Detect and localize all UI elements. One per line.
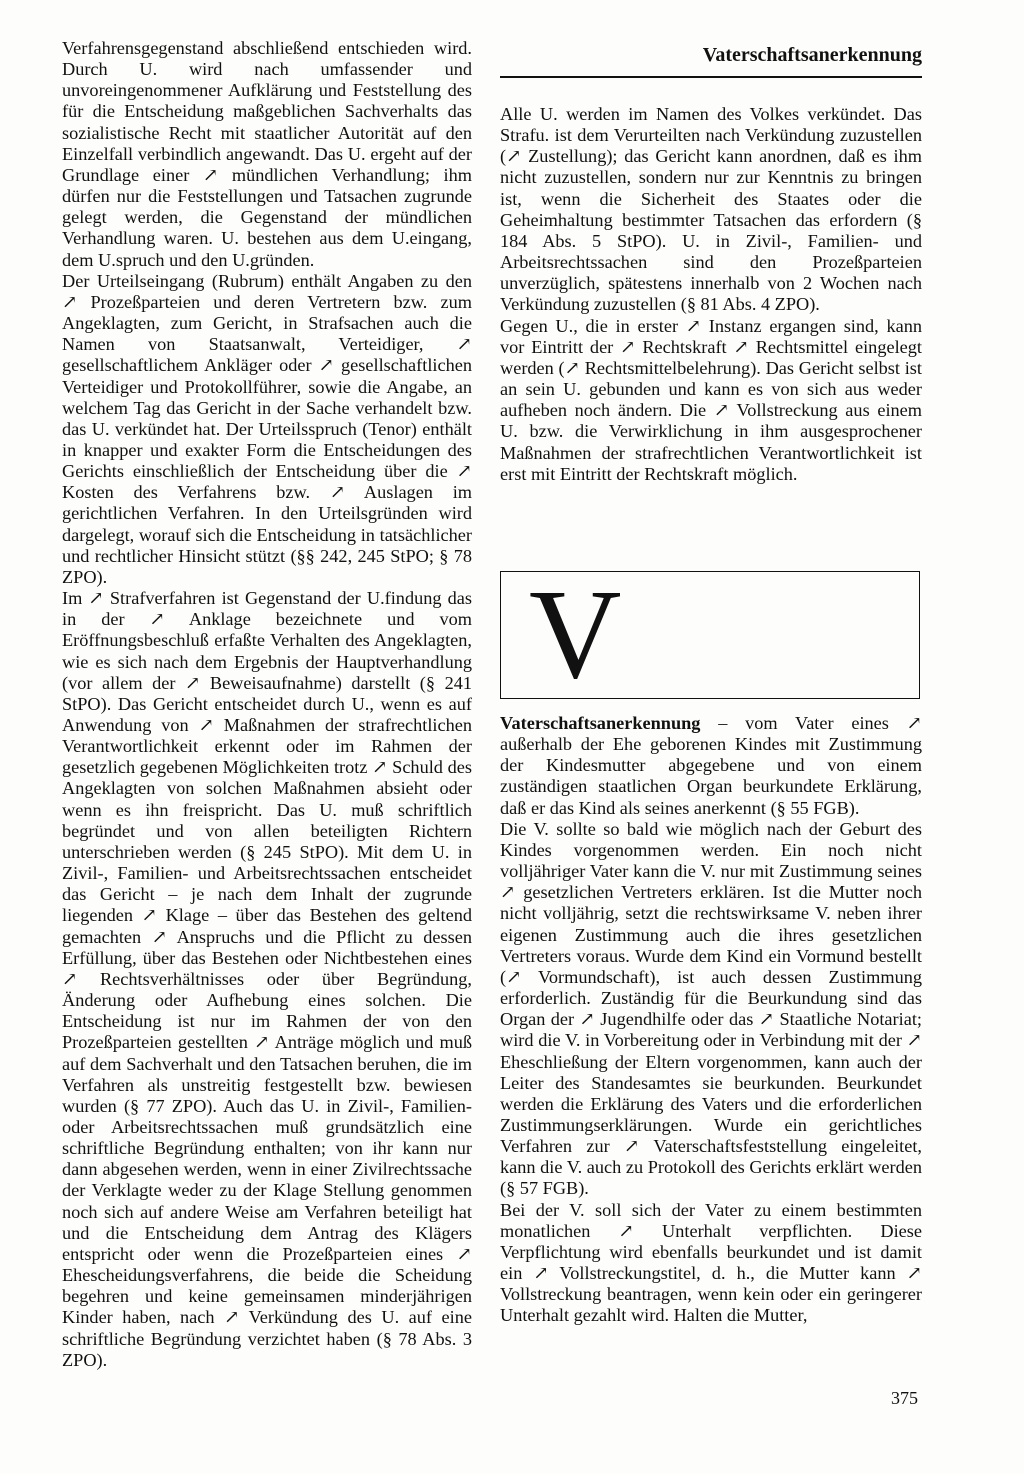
- section-letter: V: [529, 563, 622, 705]
- entry-term: Vaterschaftsanerkennung: [500, 713, 701, 733]
- paragraph: Der Urteilseingang (Rubrum) enthält Angaben zu den ↗ Prozeßparteien und deren Vertretern bzw. zum Angeklagten, zum Gericht, in Strafsachen auch die Namen von Staatsanwalt, Verteidiger, ↗ gesellschaftlichem Ankläger oder ↗ gesellschaftlichen Verteidiger und Protokollführer, sowie die Angabe, an welchem Tag das Gericht in der Sache verhandelt bzw. das U. verkündet hat. Der Urteilsspruch (Tenor) enthält in knapper und exakter Form die Entscheidungen des Gerichts einschließlich der Entscheidung über die ↗ Kosten des Verfahrens bzw. ↗ Auslagen im gerichtlichen Verfahren. In den Urteilsgründen wird dargelegt, worauf sich die Entscheidung in tatsächlicher und rechtlicher Hinsicht stützt (§§ 242, 245 StPO; § 78 ZPO).: [62, 270, 472, 587]
- right-column: [500, 104, 922, 485]
- entry-column: [500, 713, 922, 1327]
- left-column: [62, 38, 472, 1371]
- paragraph: Im ↗ Strafverfahren ist Gegenstand der U.findung das in der ↗ Anklage bezeichnete und vom Eröffnungsbeschluß erfaßte Verhalten des Angeklagten, wie es sich nach dem Ergebnis der Hauptverhandlung (vor allem der ↗ Beweisaufnahme) darstellt (§ 241 StPO). Das Gericht entscheidet durch U., wenn es auf Anwendung von ↗ Maßnahmen der strafrechtlichen Verantwortlichkeit erkennt oder im Rahmen der gesetzlich gegebenen Möglichkeiten trotz ↗ Schuld des Angeklagten von solchen Maßnahmen absieht oder wenn es ihn freispricht. Das U. muß schriftlich begründet und von allen beteiligten Richtern unterschrieben werden (§ 245 StPO). Mit dem U. in Zivil-, Familien- und Arbeitsrechtssachen entscheidet das Gericht – je nach dem Inhalt der zugrunde liegenden ↗ Klage – über das Bestehen des geltend gemachten ↗ Anspruchs und die Pflicht zu dessen Erfüllung, über das Bestehen oder Nichtbestehen eines ↗ Rechtsverhältnisses oder über Begründung, Änderung oder Aufhebung eines solchen. Die Entscheidung ist nur im Rahmen der von den Prozeßparteien gestellten ↗ Anträge möglich und muß auf dem Sachverhalt und den Tatsachen beruhen, die im Verfahren als unstreitig festgestellt bzw. bewiesen wurden (§ 77 ZPO). Auch das U. in Zivil-, Familien- oder Arbeitsrechtssachen muß grundsätzlich eine schriftliche Begründung enthalten; von ihr kann nur dann abgesehen werden, wenn in einer Zivilrechtssache der Verklagte weder zu der Klage Stellung genommen noch sich auf andere Weise am Verfahren beteiligt hat und die Entscheidung dem Antrag des Klägers entspricht oder wenn die Prozeßparteien eines ↗ Ehescheidungsverfahrens, die beide die Scheidung begehren und keine gemeinsamen minderjährigen Kinder haben, nach ↗ Verkündung des U. auf eine schriftliche Begründung verzichtet haben (§ 78 Abs. 3 ZPO).: [62, 588, 472, 1370]
- paragraph: Die V. sollte so bald wie möglich nach der Geburt des Kindes vorgenommen werden. Ein noch nicht volljähriger Vater kann die V. nur mit Zustimmung seines ↗ gesetzlichen Vertreters erklären. Ist die Mutter noch nicht volljährig, setzt die rechtswirksame V. neben ihrer eigenen Zustimmung auch die ihres gesetzlichen Vertreters voraus. Wurde dem Kind ein Vormund bestellt (↗ Vormundschaft), ist auch dessen Zustimmung erforderlich. Zuständig für die Beurkundung sind das Organ der ↗ Jugendhilfe oder das ↗ Staatliche Notariat; wird die V. in Vorbereitung oder in Verbindung mit der ↗ Eheschließung der Eltern vorgenommen, kann auch der Leiter des Standesamtes sie beurkunden. Beurkundet werden die Erklärung des Vaters und die erforderlichen Zustimmungserklärungen. Wurde ein gerichtliches Verfahren zur ↗ Vaterschaftsfeststellung eingeleitet, kann die V. auch zu Protokoll des Gerichts erklärt werden (§ 57 FGB).: [500, 818, 922, 1199]
- paragraph: Alle U. werden im Namen des Volkes verkündet. Das Strafu. ist dem Verurteilten nach Verkündung zuzustellen (↗ Zustellung); das Gericht kann anordnen, daß es ihm nicht zuzustellen, sondern nur zur Kenntnis zu bringen ist, wenn die Sicherheit des Staates oder die Geheimhaltung bestimmter Tatsachen das erfordern (§ 184 Abs. 5 StPO). U. in Zivil-, Familien- und Arbeitsrechtssachen sind den Prozeßparteien unverzüglich, spätestens innerhalb von 2 Wochen nach Verkündung zuzustellen (§ 81 Abs. 4 ZPO).: [500, 104, 922, 315]
- paragraph: Gegen U., die in erster ↗ Instanz ergangen sind, kann vor Eintritt der ↗ Rechtskraft ↗ Rechtsmittel eingelegt werden (↗ Rechtsmittelbelehrung). Das Gericht selbst ist an sein U. gebunden und kann es von sich aus weder aufheben noch ändern. Die ↗ Vollstreckung aus einem U. bzw. die Verwirklichung in ihm ausgesprochener Maßnahmen der strafrechtlichen Verantwortlichkeit ist erst mit Eintritt der Rechtskraft möglich.: [500, 315, 922, 484]
- paragraph: Verfahrensgegenstand abschließend entschieden wird. Durch U. wird nach umfassender und unvoreingenommener Aufklärung und Feststellung des für die Entscheidung maßgeblichen Sachverhalts das sozialistische Recht mit staatlicher Autorität auf den Einzelfall verbindlich angewandt. Das U. ergeht auf der Grundlage einer ↗ mündlichen Verhandlung; ihm dürfen nur die Feststellungen und Tatsachen zugrunde gelegt werden, die Gegenstand der mündlichen Verhandlung waren. U. bestehen aus dem U.eingang, dem U.spruch und den U.gründen.: [62, 38, 472, 270]
- header-rule: [500, 76, 922, 78]
- entry-definition: [500, 713, 922, 819]
- entry-definition-text: – vom Vater eines ↗ außerhalb der Ehe geborenen Kindes mit Zustimmung der Kindesmutter abgegebene und von einem zuständigen staatlichen Organ beurkundete Erklärung, daß er das Kind als seines anerkennt (§ 55 FGB).: [500, 713, 922, 818]
- page-number: 375: [891, 1388, 918, 1408]
- section-letter-box: [500, 563, 920, 705]
- paragraph: Bei der V. soll sich der Vater zu einem bestimmten monatlichen ↗ Unterhalt verpflichten. Diese Verpflichtung wird ebenfalls beurkundet und ist damit ein ↗ Vollstreckungstitel, d. h., die Mutter kann ↗ Vollstreckung beantragen, wenn kein oder ein geringerer Unterhalt gezahlt wird. Halten die Mutter,: [500, 1199, 922, 1326]
- running-header: Vaterschaftsanerkennung: [702, 44, 922, 66]
